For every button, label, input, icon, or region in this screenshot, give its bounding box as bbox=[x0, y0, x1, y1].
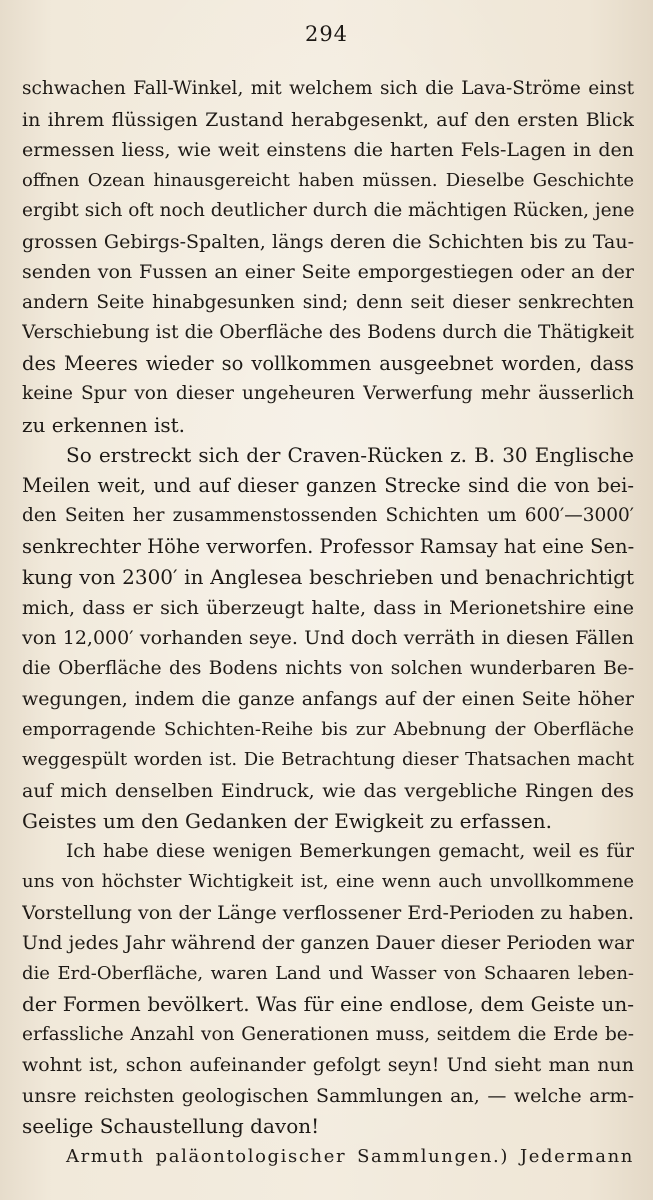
text-line: keine Spur von dieser ungeheuren Verwerfung mehr äusserlich bbox=[22, 383, 634, 404]
text-line: erfassliche Anzahl von Generationen muss, seitdem die Erde be- bbox=[22, 1023, 634, 1045]
text-line: der Formen bevölkert. Was für eine endlose, dem Geiste un- bbox=[22, 992, 634, 1016]
text-line: senkrechter Höhe verworfen. Professor Ramsay hat eine Sen- bbox=[22, 534, 634, 558]
text-line: senden von Fussen an einer Seite emporgestiegen oder an der bbox=[22, 261, 634, 283]
text-line: auf mich denselben Eindruck, wie das vergebliche Ringen des bbox=[22, 779, 634, 802]
text-line: ergibt sich oft noch deutlicher durch die mächtigen Rücken, jene bbox=[22, 200, 634, 221]
text-line: kung von 2300′ in Anglesea beschrieben und benachrichtigt bbox=[22, 565, 634, 589]
text-line: Verschiebung ist die Oberfläche des Bodens durch die Thätigkeit bbox=[22, 322, 634, 343]
text-line: emporragende Schichten-Reihe bis zur Abebnung der Oberfläche bbox=[22, 718, 634, 740]
text-line: Ich habe diese wenigen Bemerkungen gemacht, weil es für bbox=[66, 840, 634, 862]
text-line: zu erkennen ist. bbox=[22, 412, 186, 437]
text-line: Geistes um den Gedanken der Ewigkeit zu erfassen. bbox=[22, 809, 552, 833]
text-line: So erstreckt sich der Craven-Rücken z. B. 30 Englische bbox=[66, 443, 634, 467]
text-line: den Seiten her zusammenstossenden Schichten um 600′—3000′ bbox=[22, 505, 634, 526]
text-line: Meilen weit, und auf dieser ganzen Strecke sind die von bei- bbox=[22, 473, 634, 497]
text-line: ermessen liess, wie weit einstens die harten Fels-Lagen in den bbox=[22, 139, 634, 161]
text-line: wegungen, indem die ganze anfangs auf der einen Seite höher bbox=[22, 688, 634, 710]
text-line: offnen Ozean hinausgereicht haben müssen. Dieselbe Geschichte bbox=[22, 169, 634, 191]
text-line: andern Seite hinabgesunken sind; denn seit dieser senkrechten bbox=[22, 291, 634, 313]
text-line: seelige Schaustellung davon! bbox=[22, 1114, 320, 1138]
text-line: mich, dass er sich überzeugt halte, dass in Merionetshire eine bbox=[22, 596, 634, 619]
text-line: uns von höchster Wichtigkeit ist, eine wenn auch unvollkommene bbox=[22, 871, 634, 892]
page-number: 294 bbox=[304, 22, 349, 46]
body-text bbox=[22, 74, 634, 1172]
text-line: in ihrem flüssigen Zustand herabgesenkt, auf den ersten Blick bbox=[22, 108, 634, 131]
text-line: von 12,000′ vorhanden seye. Und doch verräth in diesen Fällen bbox=[22, 627, 634, 649]
text-line: die Oberfläche des Bodens nichts von solchen wunderbaren Be- bbox=[22, 657, 634, 679]
text-line: Und jedes Jahr während der ganzen Dauer dieser Perioden war bbox=[22, 932, 634, 954]
text-line: die Erd-Oberfläche, waren Land und Wasser von Schaaren leben- bbox=[22, 962, 634, 984]
text-line: schwachen Fall-Winkel, mit welchem sich die Lava-Ströme einst bbox=[22, 78, 634, 99]
text-line: wohnt ist, schon aufeinander gefolgt seyn! Und sieht man nun bbox=[22, 1054, 634, 1076]
section-heading-line: Armuth paläontologischer Sammlungen.) Jedermann bbox=[66, 1145, 634, 1167]
text-line: grossen Gebirgs-Spalten, längs deren die Schichten bis zu Tau- bbox=[22, 230, 634, 253]
text-line: des Meeres wieder so vollkommen ausgeebnet worden, dass bbox=[22, 351, 634, 375]
text-line: weggespült worden ist. Die Betrachtung dieser Thatsachen macht bbox=[22, 749, 634, 770]
text-line: Vorstellung von der Länge verflossener Erd-Perioden zu haben. bbox=[22, 901, 634, 924]
text-line: unsre reichsten geologischen Sammlungen an, — welche arm- bbox=[22, 1084, 634, 1107]
